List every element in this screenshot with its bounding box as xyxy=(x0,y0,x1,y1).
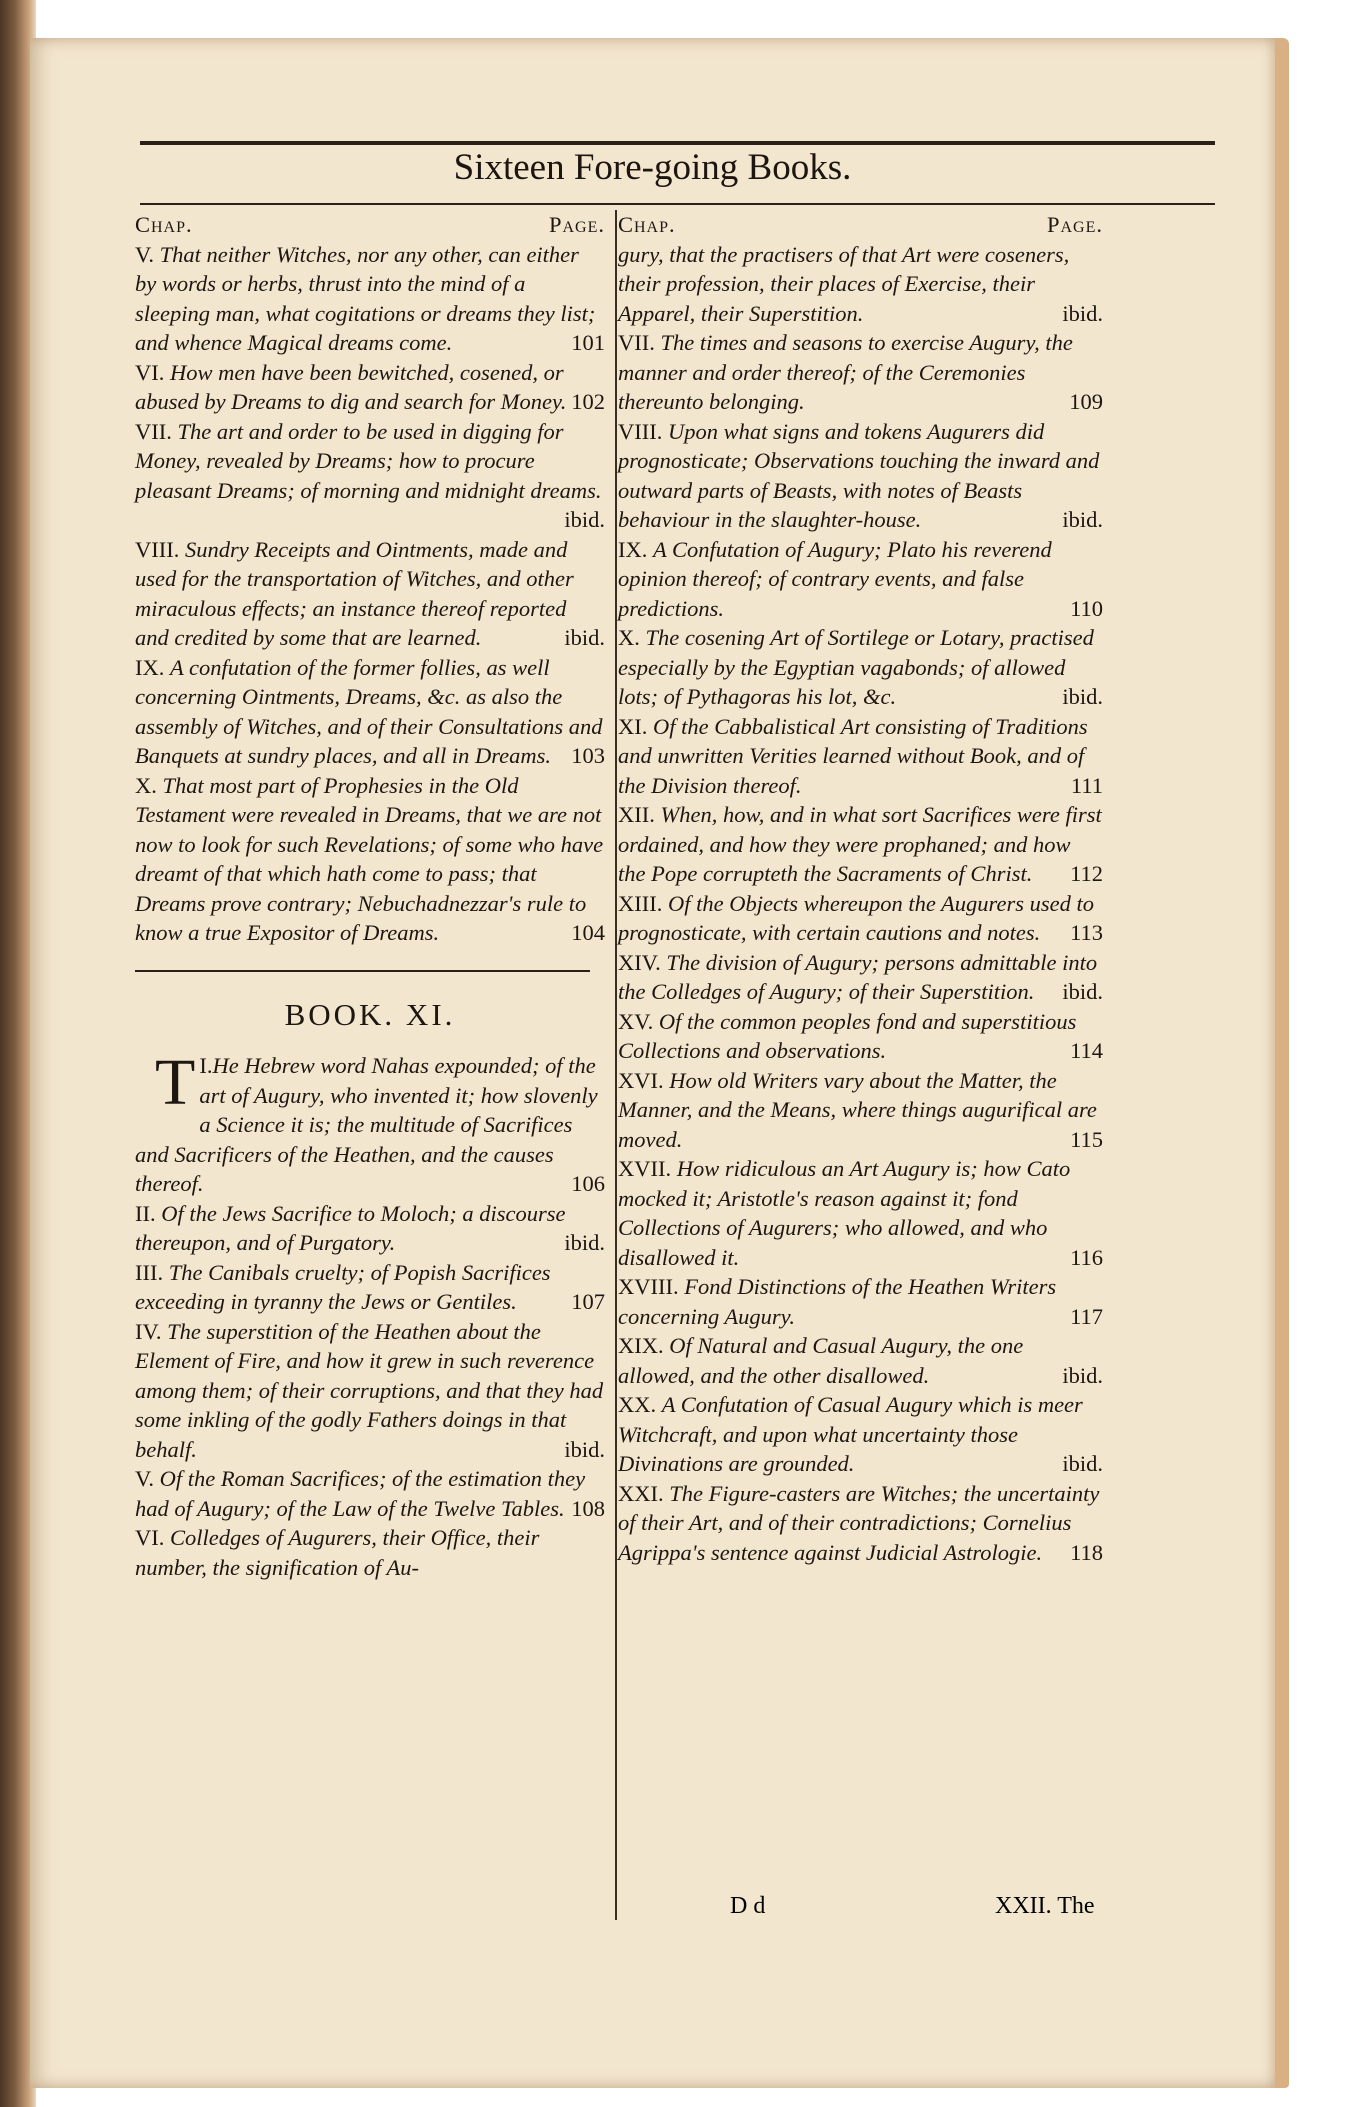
right-column xyxy=(618,210,1103,1567)
entry-page-number: ibid. xyxy=(564,625,605,650)
toc-entry xyxy=(135,358,605,417)
page-label: Page. xyxy=(1046,212,1103,237)
entry-number: VI. xyxy=(135,1525,170,1550)
toc-entry xyxy=(618,948,1103,1007)
entry-number: XI. xyxy=(618,713,653,739)
entry-text: How men have been bewitched, cosened, or abused by Dreams to dig and search for Money. xyxy=(135,359,567,414)
toc-entry xyxy=(618,1066,1103,1155)
entry-number: I. xyxy=(199,1053,213,1078)
entry-number: X. xyxy=(618,625,646,650)
entry-page-number: 113 xyxy=(1070,920,1103,945)
entry-number: X. xyxy=(135,772,163,798)
entry-page-number: 101 xyxy=(571,330,605,355)
entry-text: Sundry Receipts and Ointments, made and used for the transportation of Witches, and other miraculous effects; an instance thereof reported and credited by some that are learned. xyxy=(135,536,574,650)
toc-entry xyxy=(135,771,605,948)
toc-entry xyxy=(618,1272,1103,1331)
left-column xyxy=(135,210,605,1582)
left-column-header xyxy=(135,210,605,240)
toc-entry xyxy=(618,535,1103,624)
toc-entry xyxy=(135,1464,605,1523)
entry-number: XIX. xyxy=(618,1333,670,1358)
entry-page-number: ibid. xyxy=(1062,507,1103,532)
entry-text: Of the Cabbalistical Art consisting of Traditions and unwritten Verities learned without Book, and of the Division thereof. xyxy=(618,713,1088,798)
toc-entry xyxy=(618,1479,1103,1568)
right-entries-list xyxy=(618,240,1103,1568)
entry-page-number: ibid. xyxy=(564,1436,605,1462)
book-heading: BOOK. XI. xyxy=(284,996,456,1032)
entry-text: Upon what signs and tokens Augurers did prognosticate; Observations touching the inward and outward parts of Beasts, with notes of Beasts behaviour in the slaughter-house. xyxy=(618,418,1100,532)
entry-number: XXI. xyxy=(618,1480,670,1506)
toc-entry xyxy=(618,1154,1103,1272)
chap-label: Chap. xyxy=(618,212,676,237)
entry-text: Of the Roman Sacrifices; of the estimation they had of Augury; of the Law of the Twelve Tables. xyxy=(135,1466,586,1521)
book-section-rule xyxy=(135,970,590,972)
entry-page-number: 102 xyxy=(571,389,605,414)
entry-page-number: 107 xyxy=(571,1289,605,1314)
entry-text: The times and seasons to exercise Augury, the manner and order thereof; of the Ceremonies thereunto belonging. xyxy=(618,330,1073,414)
toc-entry xyxy=(618,889,1103,948)
toc-entry xyxy=(618,417,1103,535)
entry-number: XV. xyxy=(618,1008,659,1034)
page-title: Sixteen Fore-going Books. xyxy=(453,147,852,188)
toc-entry xyxy=(618,800,1103,889)
entry-text: That most part of Prophesies in the Old Testament were revealed in Dreams, that we are not now to look for such Revelations; of some who have dreamt of that which hath come to pass; that Dreams prove contrary; Nebuchadnezzar's rule to know a true Expositor of Dreams. xyxy=(135,772,604,945)
toc-entry xyxy=(135,1523,605,1582)
entry-number: VIII. xyxy=(135,536,185,562)
toc-entry xyxy=(618,328,1103,417)
entry-page-number: 116 xyxy=(1070,1244,1103,1270)
entry-number: VII. xyxy=(135,418,178,444)
toc-entry xyxy=(618,623,1103,712)
entry-number: V. xyxy=(135,1466,160,1491)
entry-number: II. xyxy=(135,1200,162,1226)
entry-text: How old Writers vary about the Matter, the Manner, and the Means, where things augurifical are moved. xyxy=(618,1067,1097,1152)
entry-number: VII. xyxy=(618,330,661,355)
signature-mark: D d xyxy=(730,1893,766,1919)
entry-page-number: ibid. xyxy=(564,1230,605,1255)
entry-text: He Hebrew word Nahas expounded; of the art of Augury, who invented it; how slovenly a Science it is; the multitude of Sacrifices and Sacrificers of the Heathen, and the causes thereof. xyxy=(135,1053,598,1196)
entry-text: Fond Distinctions of the Heathen Writers concerning Augury. xyxy=(618,1274,1057,1329)
entry-page-number: 103 xyxy=(571,743,605,768)
header-rule-top xyxy=(140,141,1215,145)
toc-entry xyxy=(135,1317,605,1465)
header-rule-bottom xyxy=(140,203,1215,205)
toc-entry xyxy=(618,240,1103,329)
entry-number: XVII. xyxy=(618,1156,677,1181)
entry-text: The Canibals cruelty; of Popish Sacrifices exceeding in tyranny the Jews or Gentiles. xyxy=(135,1259,551,1314)
toc-entry xyxy=(135,240,605,358)
entry-page-number: 104 xyxy=(571,920,605,945)
toc-entry xyxy=(618,712,1103,801)
entry-text: When, how, and in what sort Sacrifices were first ordained, and how they were prophaned; and how the Pope corrupteth the Sacraments of Christ. xyxy=(618,802,1102,886)
entry-number: XVIII. xyxy=(618,1274,685,1299)
entry-text: Of the Jews Sacrifice to Moloch; a discourse thereupon, and of Purgatory. xyxy=(135,1200,566,1255)
drop-cap: T xyxy=(155,1046,196,1119)
column-divider xyxy=(615,210,617,1920)
entry-text: Of Natural and Casual Augury, the one allowed, and the other disallowed. xyxy=(618,1333,1024,1388)
entry-page-number: 111 xyxy=(1070,772,1103,798)
entry-page-number: ibid. xyxy=(1062,300,1103,326)
toc-entry xyxy=(135,1199,605,1258)
entry-text: A Confutation of Casual Augury which is meer Witchcraft, and upon what uncertainty those Divinations are grounded. xyxy=(618,1392,1083,1476)
toc-entry xyxy=(618,1331,1103,1390)
entry-number: VIII. xyxy=(618,418,668,444)
entry-number: VI. xyxy=(135,359,170,385)
entry-text: A confutation of the former follies, as well concerning Ointments, Dreams, &c. as also the assembly of Witches, and of their Consultations and Banquets at sundry places, and all in Dreams. xyxy=(135,654,603,768)
entry-text: Of the common peoples fond and superstitious Collections and observations. xyxy=(618,1008,1077,1063)
entry-page-number: 114 xyxy=(1070,1038,1103,1063)
entry-page-number: 108 xyxy=(571,1495,605,1521)
entry-page-number: 106 xyxy=(571,1171,605,1196)
toc-entry xyxy=(135,535,605,653)
entry-page-number: 117 xyxy=(1070,1303,1103,1329)
entry-page-number: ibid. xyxy=(1062,979,1103,1004)
entry-page-number: 115 xyxy=(1070,1126,1103,1152)
entry-text: The superstition of the Heathen about the Element of Fire, and how it grew in such reverence among them; of their corruptions, and that they had some inkling of the godly Fathers doings in that behalf. xyxy=(135,1318,604,1462)
entry-text: Colledges of Augurers, their Office, their number, the signification of Au- xyxy=(135,1525,540,1580)
entry-page-number: 110 xyxy=(1070,595,1103,621)
entry-number: XX. xyxy=(618,1392,662,1417)
entry-number: V. xyxy=(135,241,160,267)
entry-number: IX. xyxy=(618,536,653,562)
left-entries-list xyxy=(135,240,605,948)
entry-page-number: 118 xyxy=(1070,1539,1103,1565)
entry-number: XIII. xyxy=(618,890,668,916)
entry-number: XVI. xyxy=(618,1067,670,1093)
toc-entry xyxy=(618,1390,1103,1479)
entry-number: IX. xyxy=(135,654,170,680)
toc-entry xyxy=(135,653,605,771)
entry-text: The division of Augury; persons admittable into the Colledges of Augury; of their Superstition. xyxy=(618,949,1098,1004)
entry-text: Of the Objects whereupon the Augurers used to prognosticate, with certain cautions and notes. xyxy=(618,890,1094,945)
entry-page-number: 109 xyxy=(1069,389,1103,414)
page-label: Page. xyxy=(548,212,605,237)
book-page xyxy=(30,38,1289,2088)
entry-text: The cosening Art of Sortilege or Lotary, practised especially by the Egyptian vagabonds; of allowed lots; of Pythagoras his lot, &c. xyxy=(618,625,1094,709)
entry-text: gury, that the practisers of that Art were coseners, their profession, their places of Exercise, their Apparel, their Superstition. xyxy=(618,241,1070,326)
right-column-header xyxy=(618,210,1103,240)
toc-entry xyxy=(135,417,605,535)
entry-number: III. xyxy=(135,1259,169,1285)
entry-page-number: 112 xyxy=(1070,861,1103,886)
toc-entry xyxy=(618,1007,1103,1066)
catchword: XXII. The xyxy=(995,1893,1095,1919)
entry-text: A Confutation of Augury; Plato his reverend opinion thereof; of contrary events, and false predictions. xyxy=(618,536,1052,621)
chap-label: Chap. xyxy=(135,212,193,237)
entry-number: IV. xyxy=(135,1318,168,1344)
toc-entry xyxy=(135,1258,605,1317)
entry-page-number: ibid. xyxy=(1062,1362,1103,1388)
book-entries-list xyxy=(135,1046,605,1582)
entry-number: XII. xyxy=(618,802,661,827)
entry-page-number: ibid. xyxy=(1062,1451,1103,1476)
entry-page-number: ibid. xyxy=(1062,684,1103,709)
entry-number: XIV. xyxy=(618,949,667,975)
entry-text: How ridiculous an Art Augury is; how Cato mocked it; Aristotle's reason against it; fond Collections of Augurers; who allowed, and who disallowed it. xyxy=(618,1156,1071,1270)
entry-text: That neither Witches, nor any other, can either by words or herbs, thrust into the mind of a sleeping man, what cogitations or dreams they list; and whence Magical dreams come. xyxy=(135,241,596,355)
entry-text: The Figure-casters are Witches; the uncertainty of their Art, and of their contradictions; Cornelius Agrippa's sentence against Judicial Astrologie. xyxy=(618,1480,1100,1565)
entry-text: The art and order to be used in digging for Money, revealed by Dreams; how to procure pleasant Dreams; of morning and midnight dreams. xyxy=(135,418,602,503)
toc-entry xyxy=(135,1046,605,1199)
entry-page-number: ibid. xyxy=(564,507,605,532)
